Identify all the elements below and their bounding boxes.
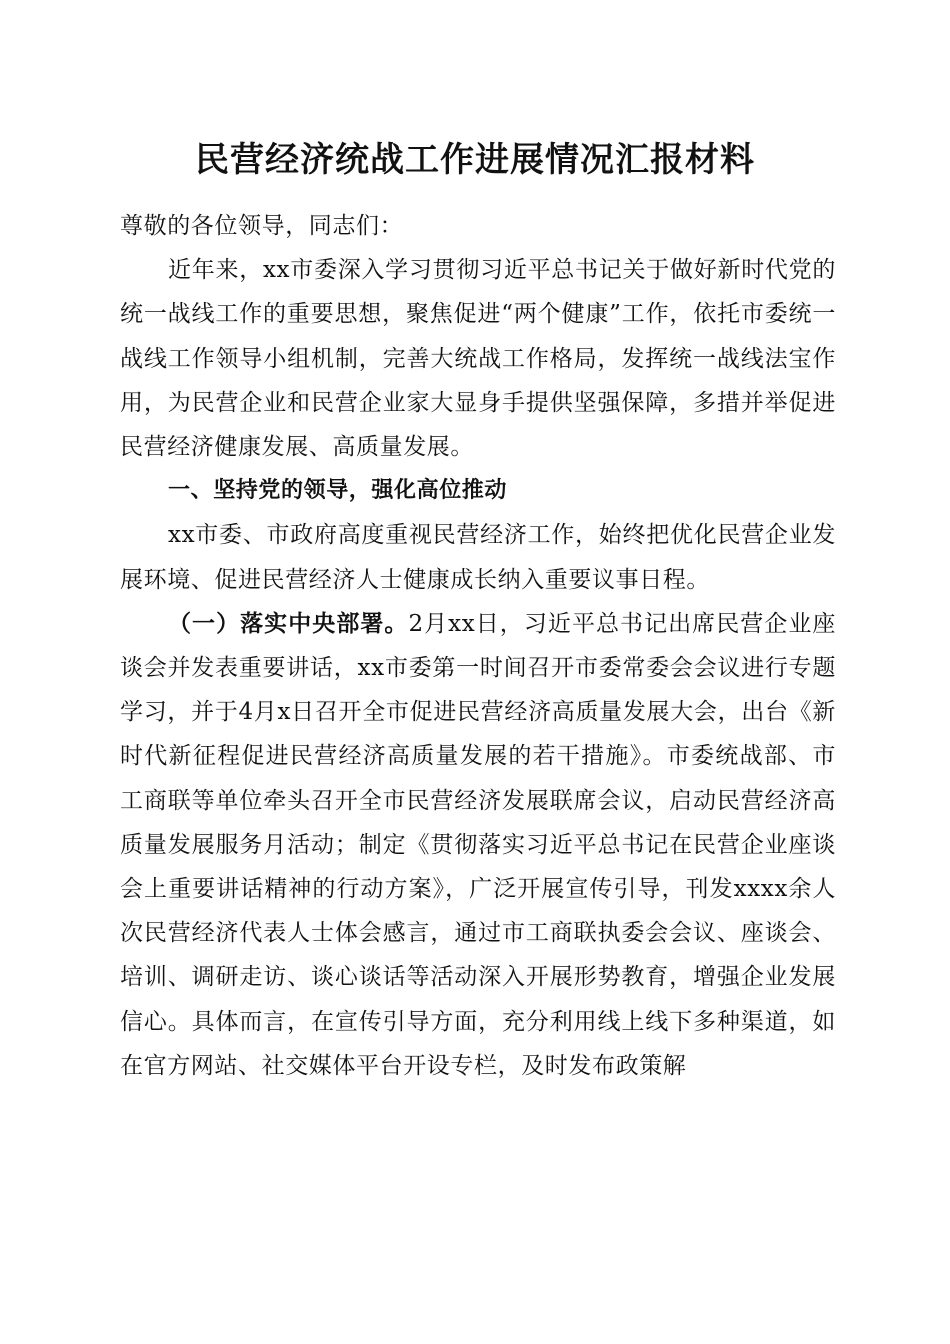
document-title: 民营经济统战工作进展情况汇报材料 <box>195 140 755 180</box>
subsection-1-lead: （一）落实中央部署。 <box>168 609 409 637</box>
subsection-1-text: 2月xx日，习近平总书记出席民营企业座谈会并发表重要讲话，xx市委第一时间召开市委常委会会议进行专题学习，并于4月x日召开全市促进民营经济高质量发展大会，出台《新时代新征程促进民营经济高质量发展的若干措施》。市委统战部、市工商联等单位牵头召开全市民营经济发展联席会议，启动民营经济高质量发展服务月活动；制定《贯彻落实习近平总书记在民营企业座谈会上重要讲话精神的行动方案》，广泛开展宣传引导，刊发xxxx余人次民营经济代表人士体会感言，通过市工商联执委会会议、座谈会、培训、调研走访、谈心谈话等活动深入开展形势教育，增强企业发展信心。具体而言，在宣传引导方面，充分利用线上线下多种渠道，如在官方网站、社交媒体平台开设专栏，及时发布政策解 <box>120 610 836 1079</box>
document-body <box>120 204 836 1088</box>
subsection-1-paragraph <box>120 602 836 1088</box>
section-heading-1: 一、坚持党的领导，强化高位推动 <box>168 478 508 504</box>
section-1-paragraph: xx市委、市政府高度重视民营经济工作，始终把优化民营企业发展环境、促进民营经济人士健康成长纳入重要议事日程。 <box>120 522 836 593</box>
salutation: 尊敬的各位领导，同志们： <box>120 213 404 239</box>
intro-paragraph: 近年来，xx市委深入学习贯彻习近平总书记关于做好新时代党的统一战线工作的重要思想，聚焦促进“两个健康”工作，依托市委统一战线工作领导小组机制，完善大统战工作格局，发挥统一战线法宝作用，为民营企业和民营企业家大显身手提供坚强保障，多措并举促进民营经济健康发展、高质量发展。 <box>120 257 836 461</box>
